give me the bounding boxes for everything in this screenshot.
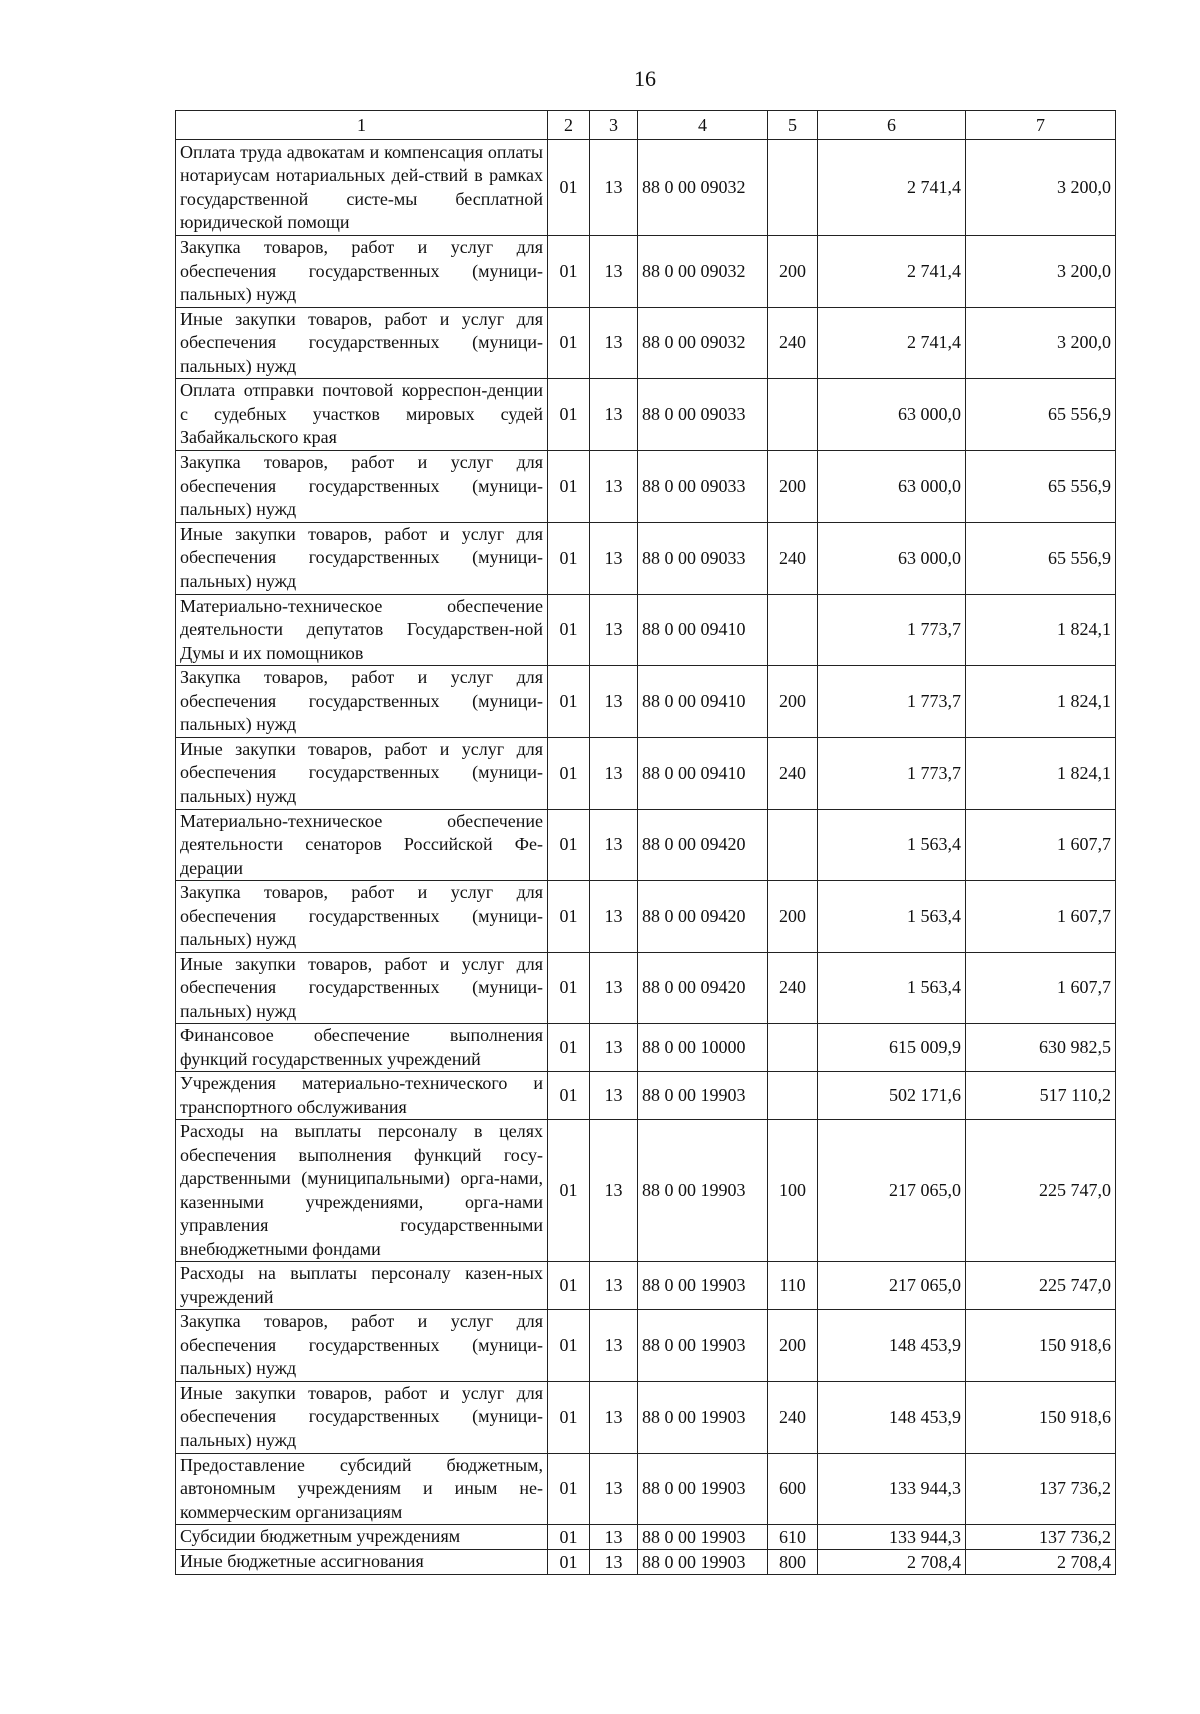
target-article-cell: 88 0 00 19903 [638, 1120, 768, 1262]
expense-type-cell [768, 809, 818, 881]
amount-year1-cell: 217 065,0 [818, 1120, 966, 1262]
amount-year2-cell: 137 736,2 [966, 1453, 1116, 1525]
section-code-cell: 01 [548, 1381, 590, 1453]
amount-year1-cell: 502 171,6 [818, 1072, 966, 1120]
amount-year2-cell: 1 824,1 [966, 666, 1116, 738]
expense-type-cell: 200 [768, 1310, 818, 1382]
column-header: 5 [768, 111, 818, 140]
row-name-cell: Оплата отправки почтовой корреспон-денции с судебных участков мировых судей Забайкальского края [176, 379, 548, 451]
amount-year2-cell: 65 556,9 [966, 451, 1116, 523]
expense-type-cell: 200 [768, 666, 818, 738]
subsection-code-cell: 13 [590, 881, 638, 953]
page-number: 16 [634, 66, 656, 91]
amount-year1-cell: 1 773,7 [818, 594, 966, 666]
section-code-cell: 01 [548, 881, 590, 953]
row-name-cell: Расходы на выплаты персоналу в целях обеспечения выполнения функций госу-дарственными (муниципальными) орга-нами, казенными учреждениями, орга-нами управления государственными внебюджетными фондами [176, 1120, 548, 1262]
table-row [176, 307, 1116, 379]
subsection-code-cell: 13 [590, 809, 638, 881]
amount-year2-cell: 1 607,7 [966, 809, 1116, 881]
target-article-cell: 88 0 00 09420 [638, 809, 768, 881]
target-article-cell: 88 0 00 10000 [638, 1024, 768, 1072]
target-article-cell: 88 0 00 19903 [638, 1453, 768, 1525]
section-code-cell: 01 [548, 307, 590, 379]
amount-year2-cell: 2 708,4 [966, 1550, 1116, 1575]
row-name-cell: Материально-техническое обеспечение деятельности депутатов Государствен-ной Думы и их помощников [176, 594, 548, 666]
section-code-cell: 01 [548, 451, 590, 523]
target-article-cell: 88 0 00 09410 [638, 594, 768, 666]
amount-year1-cell: 1 563,4 [818, 809, 966, 881]
amount-year1-cell: 133 944,3 [818, 1525, 966, 1550]
table-row [176, 522, 1116, 594]
subsection-code-cell: 13 [590, 1310, 638, 1382]
amount-year2-cell: 1 607,7 [966, 952, 1116, 1024]
target-article-cell: 88 0 00 09032 [638, 236, 768, 308]
amount-year1-cell: 133 944,3 [818, 1453, 966, 1525]
target-article-cell: 88 0 00 19903 [638, 1310, 768, 1382]
target-article-cell: 88 0 00 09410 [638, 737, 768, 809]
table-row [176, 666, 1116, 738]
expense-type-cell: 100 [768, 1120, 818, 1262]
expense-type-cell: 110 [768, 1262, 818, 1310]
table-row [176, 952, 1116, 1024]
table-row [176, 881, 1116, 953]
amount-year1-cell: 2 741,4 [818, 307, 966, 379]
expense-type-cell: 240 [768, 952, 818, 1024]
expense-type-cell: 200 [768, 451, 818, 523]
amount-year2-cell: 65 556,9 [966, 522, 1116, 594]
row-name-cell: Расходы на выплаты персоналу казен-ных учреждений [176, 1262, 548, 1310]
row-name-cell: Закупка товаров, работ и услуг для обеспечения государственных (муници-пальных) нужд [176, 666, 548, 738]
amount-year2-cell: 65 556,9 [966, 379, 1116, 451]
target-article-cell: 88 0 00 09032 [638, 140, 768, 236]
table-row [176, 1453, 1116, 1525]
amount-year2-cell: 1 824,1 [966, 594, 1116, 666]
amount-year1-cell: 217 065,0 [818, 1262, 966, 1310]
expense-type-cell: 240 [768, 1381, 818, 1453]
subsection-code-cell: 13 [590, 1525, 638, 1550]
amount-year2-cell: 3 200,0 [966, 236, 1116, 308]
column-header: 3 [590, 111, 638, 140]
expense-type-cell [768, 140, 818, 236]
row-name-cell: Предоставление субсидий бюджетным, автономным учреждениям и иным не-коммерческим организациям [176, 1453, 548, 1525]
column-header: 7 [966, 111, 1116, 140]
expense-type-cell: 200 [768, 236, 818, 308]
row-name-cell: Финансовое обеспечение выполнения функций государственных учреждений [176, 1024, 548, 1072]
section-code-cell: 01 [548, 737, 590, 809]
expense-type-cell: 600 [768, 1453, 818, 1525]
section-code-cell: 01 [548, 379, 590, 451]
row-name-cell: Учреждения материально-технического и транспортного обслуживания [176, 1072, 548, 1120]
section-code-cell: 01 [548, 952, 590, 1024]
expense-type-cell: 200 [768, 881, 818, 953]
row-name-cell: Закупка товаров, работ и услуг для обеспечения государственных (муници-пальных) нужд [176, 236, 548, 308]
amount-year2-cell: 1 824,1 [966, 737, 1116, 809]
column-header: 1 [176, 111, 548, 140]
subsection-code-cell: 13 [590, 451, 638, 523]
row-name-cell: Иные закупки товаров, работ и услуг для обеспечения государственных (муници-пальных) нужд [176, 307, 548, 379]
amount-year2-cell: 1 607,7 [966, 881, 1116, 953]
table-row [176, 1072, 1116, 1120]
subsection-code-cell: 13 [590, 594, 638, 666]
section-code-cell: 01 [548, 1262, 590, 1310]
section-code-cell: 01 [548, 1120, 590, 1262]
subsection-code-cell: 13 [590, 1381, 638, 1453]
amount-year1-cell: 1 773,7 [818, 666, 966, 738]
table-body [176, 140, 1116, 1575]
row-name-cell: Закупка товаров, работ и услуг для обеспечения государственных (муници-пальных) нужд [176, 451, 548, 523]
amount-year1-cell: 63 000,0 [818, 451, 966, 523]
section-code-cell: 01 [548, 1310, 590, 1382]
header-row [176, 111, 1116, 140]
section-code-cell: 01 [548, 236, 590, 308]
section-code-cell: 01 [548, 1550, 590, 1575]
subsection-code-cell: 13 [590, 522, 638, 594]
table-row [176, 1525, 1116, 1550]
column-header: 6 [818, 111, 966, 140]
subsection-code-cell: 13 [590, 952, 638, 1024]
expense-type-cell: 610 [768, 1525, 818, 1550]
column-header: 2 [548, 111, 590, 140]
row-name-cell: Иные закупки товаров, работ и услуг для обеспечения государственных (муници-пальных) нужд [176, 1381, 548, 1453]
target-article-cell: 88 0 00 09032 [638, 307, 768, 379]
amount-year1-cell: 615 009,9 [818, 1024, 966, 1072]
section-code-cell: 01 [548, 666, 590, 738]
subsection-code-cell: 13 [590, 1262, 638, 1310]
amount-year1-cell: 148 453,9 [818, 1381, 966, 1453]
subsection-code-cell: 13 [590, 379, 638, 451]
row-name-cell: Иные закупки товаров, работ и услуг для обеспечения государственных (муници-пальных) нужд [176, 952, 548, 1024]
table-row [176, 1262, 1116, 1310]
table-row [176, 236, 1116, 308]
subsection-code-cell: 13 [590, 737, 638, 809]
expense-type-cell [768, 1024, 818, 1072]
subsection-code-cell: 13 [590, 1120, 638, 1262]
row-name-cell: Иные закупки товаров, работ и услуг для обеспечения государственных (муници-пальных) нужд [176, 522, 548, 594]
table-row [176, 1550, 1116, 1575]
row-name-cell: Материально-техническое обеспечение деятельности сенаторов Российской Фе-дерации [176, 809, 548, 881]
amount-year1-cell: 2 741,4 [818, 140, 966, 236]
amount-year1-cell: 63 000,0 [818, 379, 966, 451]
row-name-cell: Закупка товаров, работ и услуг для обеспечения государственных (муници-пальных) нужд [176, 881, 548, 953]
amount-year2-cell: 150 918,6 [966, 1310, 1116, 1382]
amount-year2-cell: 150 918,6 [966, 1381, 1116, 1453]
table-row [176, 1120, 1116, 1262]
amount-year1-cell: 2 708,4 [818, 1550, 966, 1575]
section-code-cell: 01 [548, 1024, 590, 1072]
amount-year2-cell: 517 110,2 [966, 1072, 1116, 1120]
target-article-cell: 88 0 00 09410 [638, 666, 768, 738]
section-code-cell: 01 [548, 1525, 590, 1550]
expense-type-cell [768, 1072, 818, 1120]
expense-type-cell [768, 594, 818, 666]
amount-year2-cell: 3 200,0 [966, 307, 1116, 379]
target-article-cell: 88 0 00 19903 [638, 1525, 768, 1550]
expense-type-cell: 240 [768, 307, 818, 379]
table-row [176, 1310, 1116, 1382]
amount-year2-cell: 225 747,0 [966, 1120, 1116, 1262]
amount-year1-cell: 1 563,4 [818, 952, 966, 1024]
expense-type-cell: 240 [768, 522, 818, 594]
table-row [176, 1024, 1116, 1072]
subsection-code-cell: 13 [590, 140, 638, 236]
table-row [176, 1381, 1116, 1453]
table-row [176, 451, 1116, 523]
subsection-code-cell: 13 [590, 1550, 638, 1575]
row-name-cell: Субсидии бюджетным учреждениям [176, 1525, 548, 1550]
table-row [176, 140, 1116, 236]
section-code-cell: 01 [548, 522, 590, 594]
table-row [176, 379, 1116, 451]
amount-year2-cell: 3 200,0 [966, 140, 1116, 236]
column-header: 4 [638, 111, 768, 140]
amount-year2-cell: 225 747,0 [966, 1262, 1116, 1310]
target-article-cell: 88 0 00 09033 [638, 522, 768, 594]
subsection-code-cell: 13 [590, 307, 638, 379]
subsection-code-cell: 13 [590, 1072, 638, 1120]
target-article-cell: 88 0 00 09420 [638, 881, 768, 953]
budget-table [175, 110, 1116, 1575]
section-code-cell: 01 [548, 809, 590, 881]
target-article-cell: 88 0 00 19903 [638, 1072, 768, 1120]
table-row [176, 594, 1116, 666]
target-article-cell: 88 0 00 09033 [638, 379, 768, 451]
subsection-code-cell: 13 [590, 666, 638, 738]
target-article-cell: 88 0 00 19903 [638, 1381, 768, 1453]
section-code-cell: 01 [548, 140, 590, 236]
row-name-cell: Закупка товаров, работ и услуг для обеспечения государственных (муници-пальных) нужд [176, 1310, 548, 1382]
amount-year2-cell: 137 736,2 [966, 1525, 1116, 1550]
subsection-code-cell: 13 [590, 1024, 638, 1072]
amount-year1-cell: 1 773,7 [818, 737, 966, 809]
expense-type-cell: 800 [768, 1550, 818, 1575]
expense-type-cell [768, 379, 818, 451]
expense-type-cell: 240 [768, 737, 818, 809]
target-article-cell: 88 0 00 09420 [638, 952, 768, 1024]
table-row [176, 737, 1116, 809]
amount-year1-cell: 2 741,4 [818, 236, 966, 308]
amount-year1-cell: 63 000,0 [818, 522, 966, 594]
target-article-cell: 88 0 00 09033 [638, 451, 768, 523]
row-name-cell: Оплата труда адвокатам и компенсация оплаты нотариусам нотариальных дей-ствий в рамках государственной систе-мы бесплатной юридической помощи [176, 140, 548, 236]
subsection-code-cell: 13 [590, 1453, 638, 1525]
row-name-cell: Иные закупки товаров, работ и услуг для обеспечения государственных (муници-пальных) нужд [176, 737, 548, 809]
target-article-cell: 88 0 00 19903 [638, 1262, 768, 1310]
subsection-code-cell: 13 [590, 236, 638, 308]
table-row [176, 809, 1116, 881]
target-article-cell: 88 0 00 19903 [638, 1550, 768, 1575]
section-code-cell: 01 [548, 1072, 590, 1120]
row-name-cell: Иные бюджетные ассигнования [176, 1550, 548, 1575]
amount-year1-cell: 1 563,4 [818, 881, 966, 953]
section-code-cell: 01 [548, 1453, 590, 1525]
amount-year2-cell: 630 982,5 [966, 1024, 1116, 1072]
amount-year1-cell: 148 453,9 [818, 1310, 966, 1382]
section-code-cell: 01 [548, 594, 590, 666]
